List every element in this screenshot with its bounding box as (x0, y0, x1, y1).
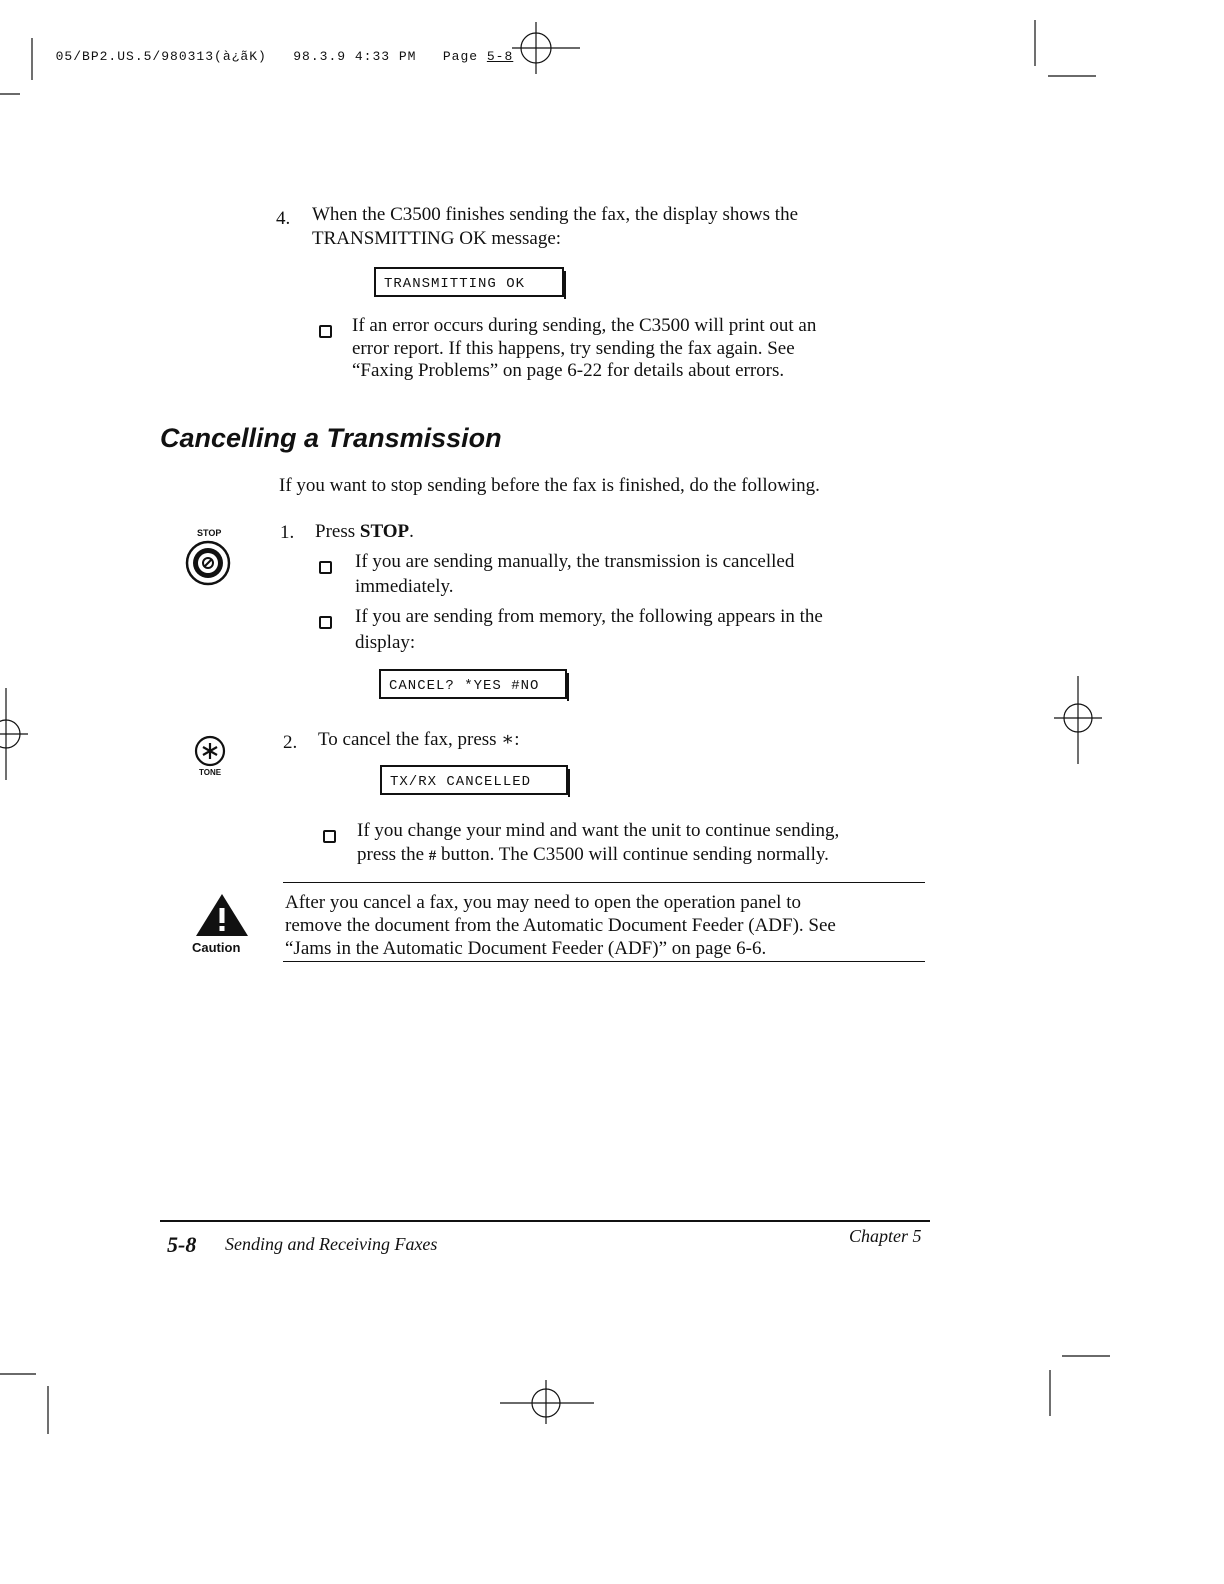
display-cancel-prompt-text: CANCEL? *YES #NO (389, 678, 540, 694)
step4-note-line1: If an error occurs during sending, the C3500 will print out an (352, 315, 817, 336)
display-transmitting-ok (374, 267, 564, 297)
step1-bullet1-checkbox (319, 561, 332, 574)
tone-star-icon (193, 734, 227, 768)
footer-section-title: Sending and Receiving Faxes (225, 1234, 438, 1254)
print-job-text: 05/BP2.US.5/980313(à¿ãK) 98.3.9 4:33 PM Page (55, 49, 487, 64)
display-transmitting-ok-text: TRANSMITTING OK (384, 276, 526, 292)
step2-instruction: To cancel the fax, press ∗: (318, 729, 520, 750)
display-tx-rx-cancelled-text: TX/RX CANCELLED (390, 774, 532, 790)
step2-note-line2-pre: press the (357, 844, 429, 865)
step4-number: 4. (276, 208, 291, 229)
step1-bullet2-line2: display: (355, 632, 416, 653)
step2-number: 2. (283, 732, 298, 753)
step2-note-line1: If you change your mind and want the unit to continue sending, (357, 820, 840, 841)
footer-chapter: Chapter 5 (849, 1226, 922, 1246)
step2-hash-key: # (428, 848, 437, 864)
caution-icon (194, 892, 250, 940)
display-cancel-prompt (379, 669, 567, 699)
footer-rule (160, 1220, 930, 1222)
step1-number: 1. (280, 522, 295, 543)
step1-bullet2-checkbox (319, 616, 332, 629)
print-job-header (38, 34, 513, 64)
step1-bullet1-line2: immediately. (355, 576, 454, 597)
step1-bullet1-line1: If you are sending manually, the transmission is cancelled (355, 551, 795, 572)
section-heading: Cancelling a Transmission (160, 423, 502, 453)
stop-icon-label: STOP (197, 528, 222, 538)
step1-press-end: . (409, 521, 414, 542)
print-page-ref: 5-8 (486, 49, 514, 64)
caution-top-rule (283, 882, 925, 883)
caution-line1: After you cancel a fax, you may need to open the operation panel to (285, 892, 801, 913)
step1-press-text: Press (315, 521, 360, 542)
step4-note-line3: “Faxing Problems” on page 6-22 for details about errors. (352, 360, 785, 381)
step4-line1: When the C3500 finishes sending the fax, the display shows the (312, 204, 799, 225)
step4-note-checkbox (319, 325, 332, 338)
caution-line2: remove the document from the Automatic Document Feeder (ADF). See (285, 915, 836, 936)
display-tx-rx-cancelled (380, 765, 568, 795)
stop-icon (185, 540, 231, 586)
step2-note-line2-post: button. The C3500 will continue sending normally. (436, 844, 829, 865)
step1-stop-key: STOP (359, 521, 410, 542)
step1-instruction (315, 520, 414, 544)
caution-line3: “Jams in the Automatic Document Feeder (ADF)” on page 6-6. (285, 938, 767, 959)
step4-line2: TRANSMITTING OK message: (312, 228, 562, 249)
caution-label: Caution (192, 940, 241, 955)
caution-bottom-rule (283, 961, 925, 962)
step1-bullet2-line1: If you are sending from memory, the following appears in the (355, 606, 823, 627)
step4-note-line2: error report. If this happens, try sending the fax again. See (352, 338, 795, 359)
section-intro: If you want to stop sending before the fax is finished, do the following. (279, 475, 820, 496)
step2-note-line2 (357, 843, 829, 868)
footer-page-number: 5-8 (167, 1232, 197, 1257)
step2-note-checkbox (323, 830, 336, 843)
tone-icon-label: TONE (199, 768, 222, 777)
